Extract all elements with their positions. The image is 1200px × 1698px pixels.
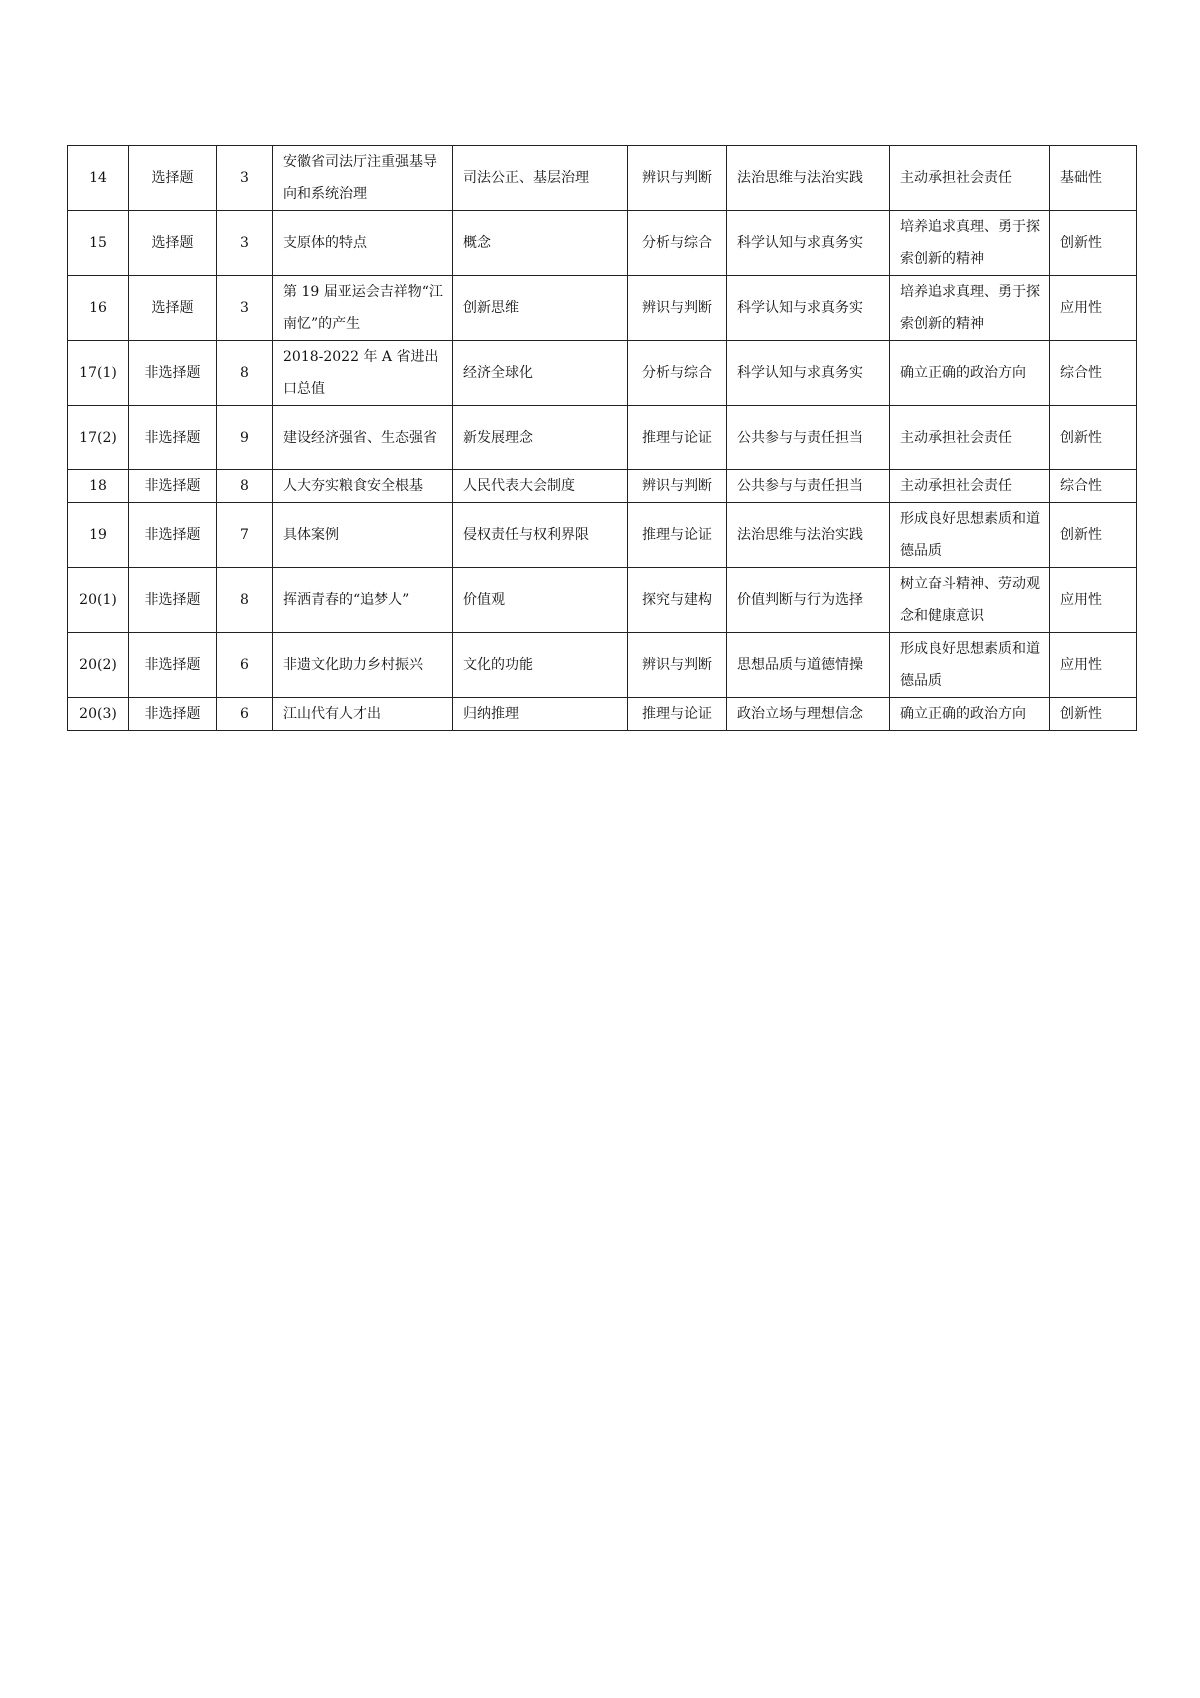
knowledge-point-cell: 创新思维 — [453, 276, 628, 341]
question-nature-cell: 创新性 — [1050, 406, 1137, 470]
score-cell: 6 — [217, 698, 273, 731]
knowledge-point-cell: 价值观 — [453, 568, 628, 633]
table-row — [68, 406, 1137, 470]
knowledge-point-cell: 司法公正、基层治理 — [453, 146, 628, 211]
core-literacy-cell: 法治思维与法治实践 — [727, 146, 890, 211]
education-goal-cell: 培养追求真理、勇于探索创新的精神 — [890, 276, 1050, 341]
question-number-cell: 15 — [68, 211, 129, 276]
question-type-cell: 非选择题 — [129, 698, 217, 731]
table-row — [68, 211, 1137, 276]
knowledge-point-cell: 经济全球化 — [453, 341, 628, 406]
education-goal-cell: 形成良好思想素质和道德品质 — [890, 503, 1050, 568]
question-type-cell: 选择题 — [129, 276, 217, 341]
table-row — [68, 568, 1137, 633]
knowledge-point-cell: 文化的功能 — [453, 633, 628, 698]
question-nature-cell: 应用性 — [1050, 633, 1137, 698]
score-cell: 8 — [217, 341, 273, 406]
table-row — [68, 470, 1137, 503]
table-row — [68, 698, 1137, 731]
score-cell: 8 — [217, 470, 273, 503]
table-row — [68, 146, 1137, 211]
education-goal-cell: 形成良好思想素质和道德品质 — [890, 633, 1050, 698]
question-number-cell: 19 — [68, 503, 129, 568]
score-cell: 3 — [217, 211, 273, 276]
table-row — [68, 503, 1137, 568]
table-row — [68, 341, 1137, 406]
material-cell: 江山代有人才出 — [273, 698, 453, 731]
education-goal-cell: 确立正确的政治方向 — [890, 341, 1050, 406]
ability-cell: 推理与论证 — [628, 406, 727, 470]
question-nature-cell: 创新性 — [1050, 503, 1137, 568]
core-literacy-cell: 科学认知与求真务实 — [727, 211, 890, 276]
material-cell: 建设经济强省、生态强省 — [273, 406, 453, 470]
knowledge-point-cell: 归纳推理 — [453, 698, 628, 731]
question-type-cell: 非选择题 — [129, 470, 217, 503]
core-literacy-cell: 思想品质与道德情操 — [727, 633, 890, 698]
score-cell: 7 — [217, 503, 273, 568]
question-number-cell: 18 — [68, 470, 129, 503]
education-goal-cell: 确立正确的政治方向 — [890, 698, 1050, 731]
ability-cell: 推理与论证 — [628, 698, 727, 731]
question-number-cell: 17(1) — [68, 341, 129, 406]
table-row — [68, 633, 1137, 698]
knowledge-point-cell: 概念 — [453, 211, 628, 276]
ability-cell: 探究与建构 — [628, 568, 727, 633]
question-nature-cell: 基础性 — [1050, 146, 1137, 211]
material-cell: 具体案例 — [273, 503, 453, 568]
ability-cell: 辨识与判断 — [628, 470, 727, 503]
table-body — [68, 146, 1137, 731]
score-cell: 3 — [217, 146, 273, 211]
question-number-cell: 20(1) — [68, 568, 129, 633]
ability-cell: 推理与论证 — [628, 503, 727, 568]
education-goal-cell: 培养追求真理、勇于探索创新的精神 — [890, 211, 1050, 276]
question-type-cell: 非选择题 — [129, 341, 217, 406]
knowledge-point-cell: 人民代表大会制度 — [453, 470, 628, 503]
material-cell: 支原体的特点 — [273, 211, 453, 276]
score-cell: 8 — [217, 568, 273, 633]
score-cell: 3 — [217, 276, 273, 341]
core-literacy-cell: 科学认知与求真务实 — [727, 341, 890, 406]
material-cell: 挥洒青春的“追梦人” — [273, 568, 453, 633]
question-number-cell: 20(2) — [68, 633, 129, 698]
question-number-cell: 17(2) — [68, 406, 129, 470]
core-literacy-cell: 公共参与与责任担当 — [727, 470, 890, 503]
question-type-cell: 非选择题 — [129, 406, 217, 470]
core-literacy-cell: 公共参与与责任担当 — [727, 406, 890, 470]
question-number-cell: 20(3) — [68, 698, 129, 731]
education-goal-cell: 主动承担社会责任 — [890, 406, 1050, 470]
education-goal-cell: 主动承担社会责任 — [890, 470, 1050, 503]
material-cell: 人大夯实粮食安全根基 — [273, 470, 453, 503]
question-nature-cell: 应用性 — [1050, 276, 1137, 341]
material-cell: 第 19 届亚运会吉祥物“江南忆”的产生 — [273, 276, 453, 341]
question-type-cell: 非选择题 — [129, 503, 217, 568]
question-analysis-table — [67, 145, 1137, 731]
question-nature-cell: 应用性 — [1050, 568, 1137, 633]
question-number-cell: 16 — [68, 276, 129, 341]
education-goal-cell: 主动承担社会责任 — [890, 146, 1050, 211]
question-type-cell: 非选择题 — [129, 568, 217, 633]
question-type-cell: 选择题 — [129, 146, 217, 211]
material-cell: 2018-2022 年 A 省进出口总值 — [273, 341, 453, 406]
question-type-cell: 非选择题 — [129, 633, 217, 698]
knowledge-point-cell: 侵权责任与权利界限 — [453, 503, 628, 568]
question-nature-cell: 创新性 — [1050, 211, 1137, 276]
knowledge-point-cell: 新发展理念 — [453, 406, 628, 470]
ability-cell: 辨识与判断 — [628, 276, 727, 341]
score-cell: 9 — [217, 406, 273, 470]
core-literacy-cell: 科学认知与求真务实 — [727, 276, 890, 341]
core-literacy-cell: 法治思维与法治实践 — [727, 503, 890, 568]
question-number-cell: 14 — [68, 146, 129, 211]
core-literacy-cell: 政治立场与理想信念 — [727, 698, 890, 731]
question-type-cell: 选择题 — [129, 211, 217, 276]
material-cell: 非遗文化助力乡村振兴 — [273, 633, 453, 698]
ability-cell: 辨识与判断 — [628, 146, 727, 211]
core-literacy-cell: 价值判断与行为选择 — [727, 568, 890, 633]
question-nature-cell: 综合性 — [1050, 341, 1137, 406]
question-nature-cell: 综合性 — [1050, 470, 1137, 503]
ability-cell: 分析与综合 — [628, 211, 727, 276]
ability-cell: 辨识与判断 — [628, 633, 727, 698]
question-nature-cell: 创新性 — [1050, 698, 1137, 731]
material-cell: 安徽省司法厅注重强基导向和系统治理 — [273, 146, 453, 211]
table-row — [68, 276, 1137, 341]
ability-cell: 分析与综合 — [628, 341, 727, 406]
education-goal-cell: 树立奋斗精神、劳动观念和健康意识 — [890, 568, 1050, 633]
score-cell: 6 — [217, 633, 273, 698]
